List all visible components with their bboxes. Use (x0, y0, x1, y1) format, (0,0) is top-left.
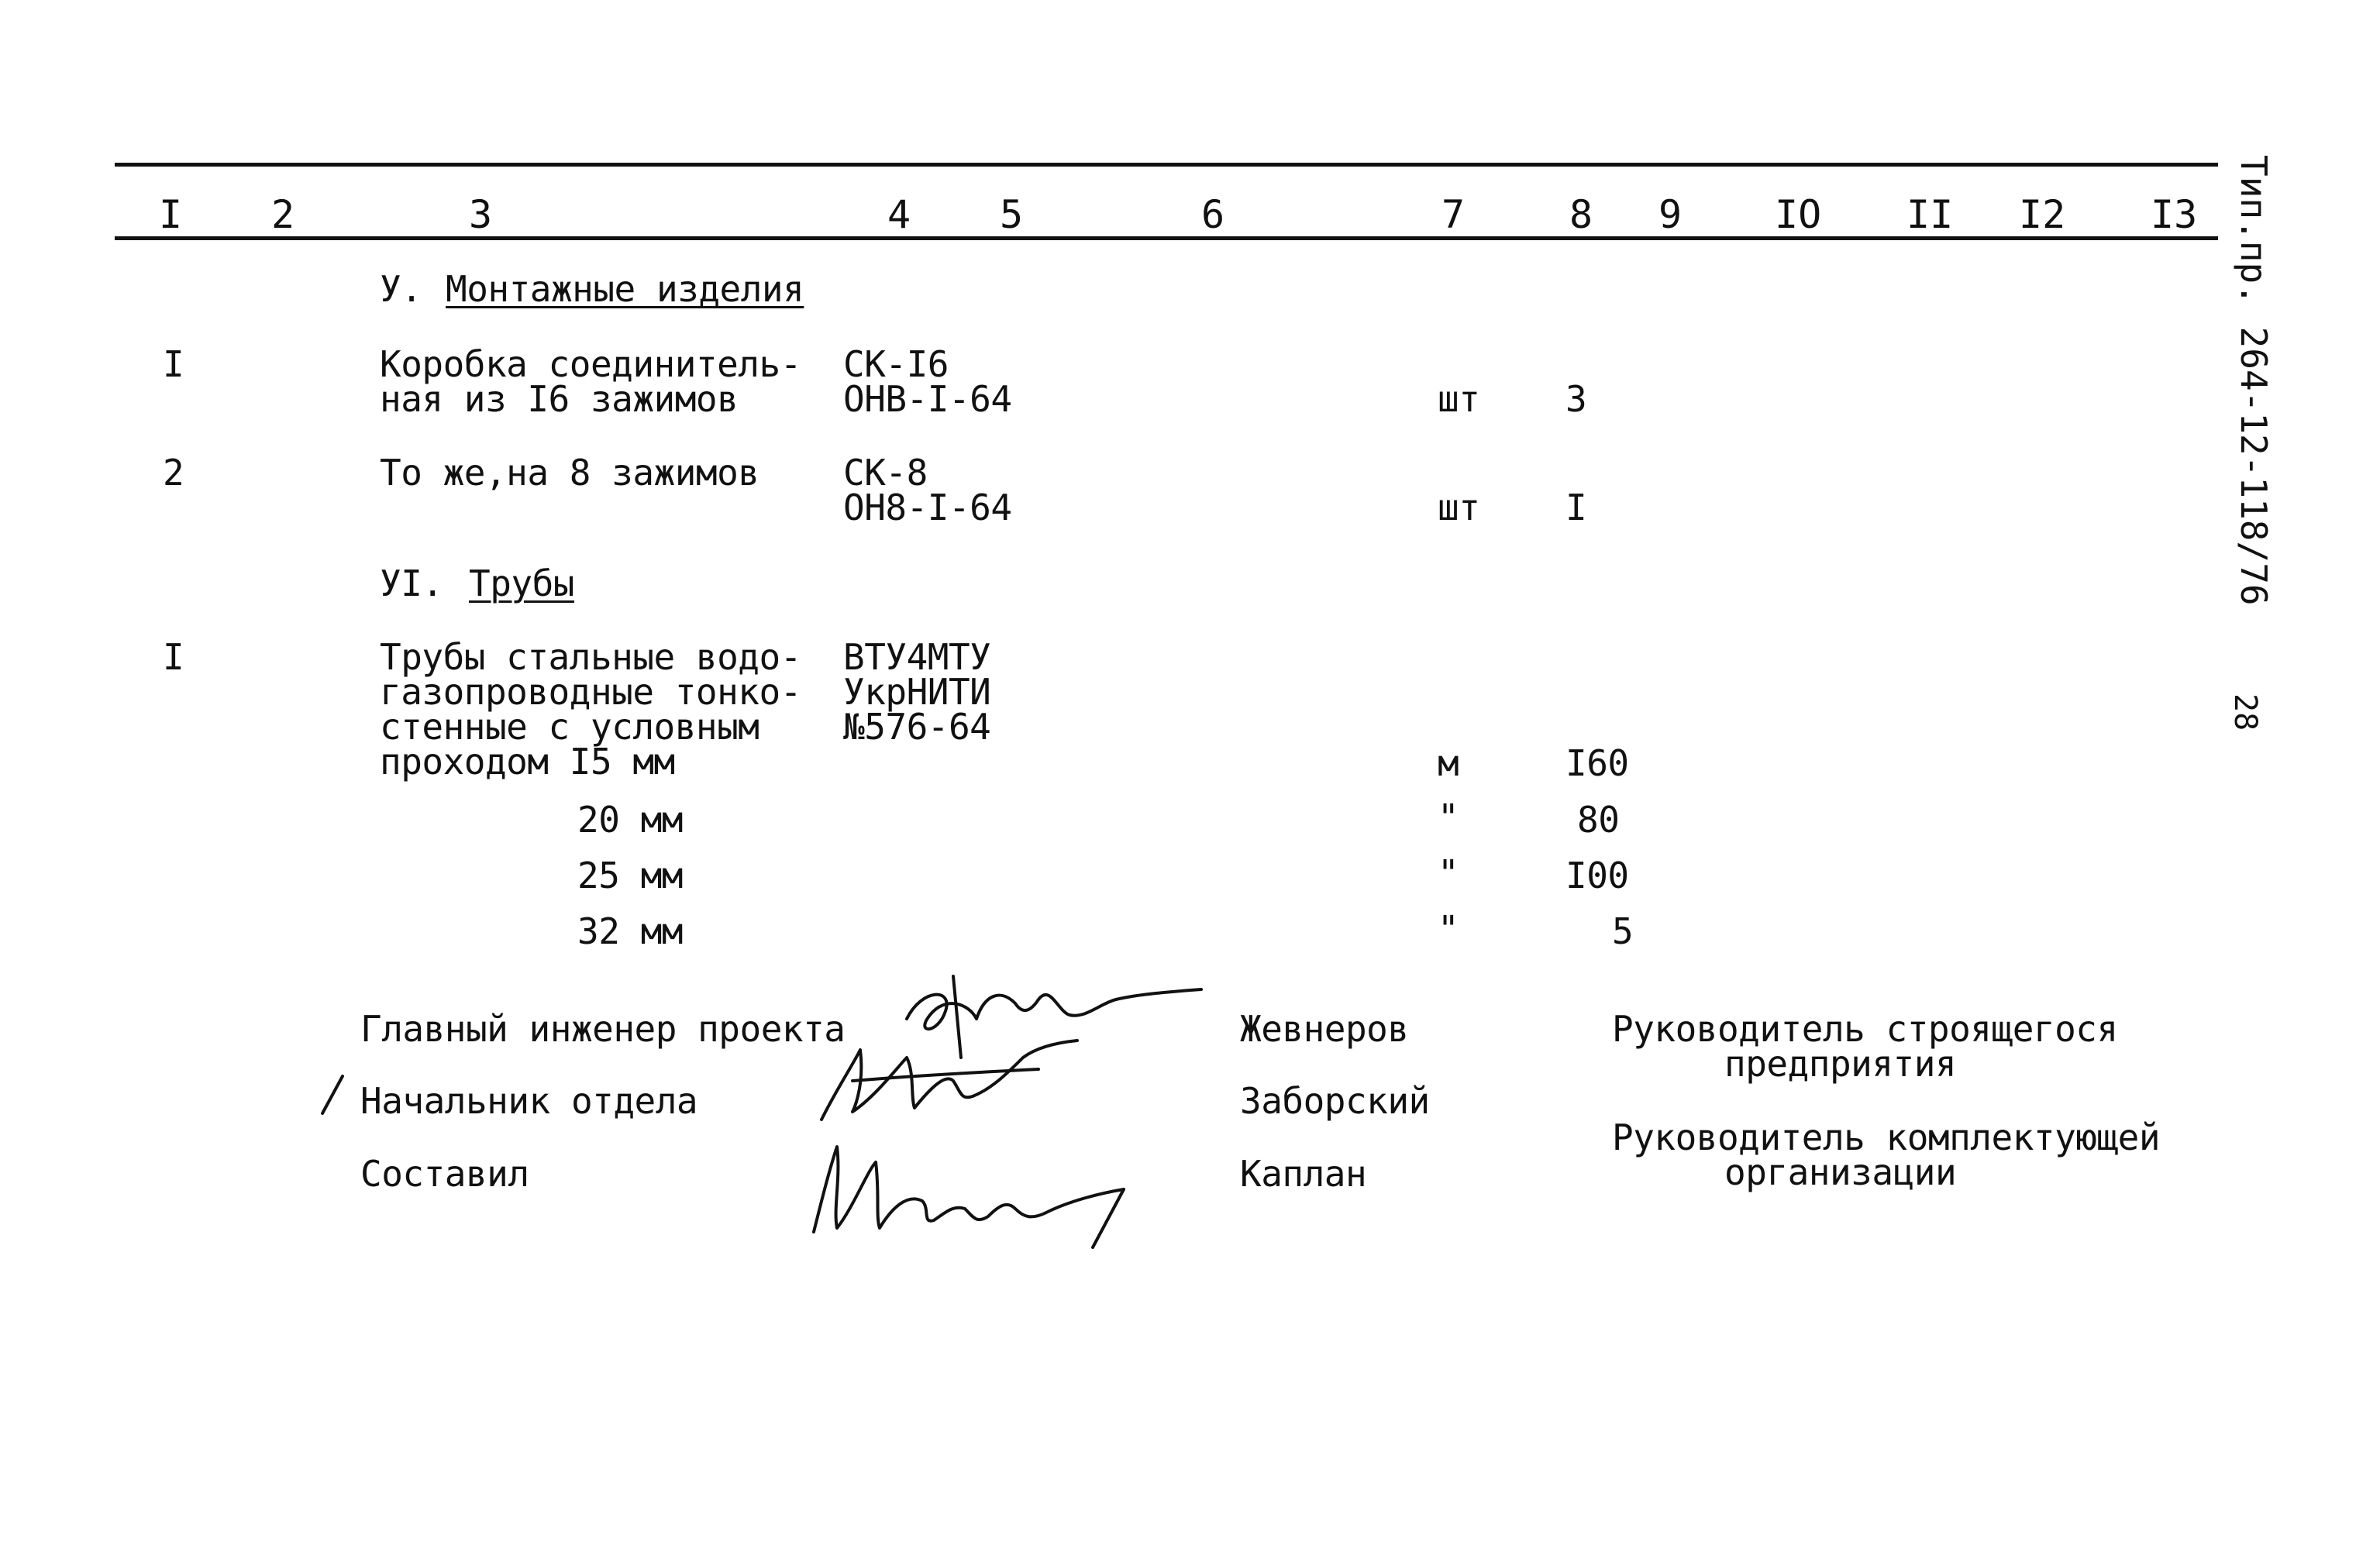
row-number: I (163, 636, 184, 678)
top-rule (115, 163, 2218, 167)
item-code: СК-I6 (843, 343, 949, 385)
item-quantity: I60 (1565, 742, 1629, 784)
row-number: I (163, 343, 184, 385)
item-unit: " (1438, 796, 1459, 838)
tick-mark (318, 1073, 349, 1120)
column-number: 8 (1569, 192, 1593, 237)
approval-line: Руководитель комплектующей (1612, 1116, 2161, 1158)
item-unit: шт (1438, 487, 1480, 528)
item-code: СК-8 (843, 452, 928, 494)
column-number: II (1906, 192, 1954, 237)
column-number: 5 (1000, 192, 1024, 237)
column-number: 3 (469, 192, 493, 237)
item-unit: шт (1438, 378, 1480, 420)
item-quantity: 80 (1577, 799, 1620, 841)
pipe-size: 20 мм (577, 799, 683, 841)
item-quantity: I (1565, 487, 1587, 528)
item-name: Трубы стальные водо- (380, 636, 801, 678)
column-number: 4 (887, 192, 911, 237)
item-name: ная из I6 зажимов (380, 378, 739, 420)
approval-line: организации (1724, 1151, 1957, 1193)
item-quantity: I00 (1565, 855, 1629, 896)
handwritten-signature (798, 1131, 1131, 1247)
column-number: I (159, 192, 183, 237)
signature-name: Каплан (1240, 1153, 1367, 1195)
approval-line: Руководитель строящегося (1612, 1008, 2118, 1050)
item-code: ВТУ4МТУ (843, 636, 991, 678)
section-title: Трубы (469, 562, 574, 604)
item-unit: " (1438, 852, 1459, 894)
item-code: ОНВ-I-64 (843, 378, 1012, 420)
signature-role: Составил (360, 1153, 529, 1195)
item-quantity: 3 (1565, 378, 1587, 420)
pipe-size: 25 мм (577, 855, 683, 896)
approval-line: предприятия (1724, 1043, 1957, 1085)
signature-role: Главный инженер проекта (360, 1008, 846, 1050)
item-code: №576-64 (843, 706, 991, 748)
column-number: IO (1775, 192, 1822, 237)
section-title: Монтажные изделия (446, 268, 804, 310)
column-number: 2 (271, 192, 295, 237)
item-name: Коробка соединитель- (380, 343, 801, 385)
item-code: ОН8-I-64 (843, 487, 1012, 528)
section-number: У. (380, 268, 422, 310)
item-name: То же,на 8 зажимов (380, 452, 759, 494)
column-number: I3 (2151, 192, 2198, 237)
item-unit: м (1438, 742, 1459, 784)
signature-name: Заборский (1240, 1080, 1430, 1122)
signature-name: Жевнеров (1240, 1008, 1409, 1050)
signature-role: Начальник отдела (360, 1080, 698, 1122)
column-number: 7 (1441, 192, 1466, 237)
item-name: проходом I5 мм (380, 741, 675, 783)
item-unit: " (1438, 908, 1459, 950)
section-number: УI. (380, 562, 443, 604)
column-number: 6 (1201, 192, 1225, 237)
column-number: I2 (2019, 192, 2066, 237)
handwritten-signature (806, 1034, 1085, 1127)
header-rule (115, 236, 2218, 240)
column-number: 9 (1658, 192, 1683, 237)
document-stamp: Тип.пр. 264-12-118/76 (2233, 155, 2275, 606)
item-code: УкрНИТИ (843, 671, 991, 713)
item-name: газопроводные тонко- (380, 671, 801, 713)
item-name: стенные с условным (380, 706, 759, 748)
page-number: 28 (2227, 693, 2263, 731)
item-quantity: 5 (1612, 910, 1634, 952)
row-number: 2 (163, 452, 184, 494)
pipe-size: 32 мм (577, 910, 683, 952)
